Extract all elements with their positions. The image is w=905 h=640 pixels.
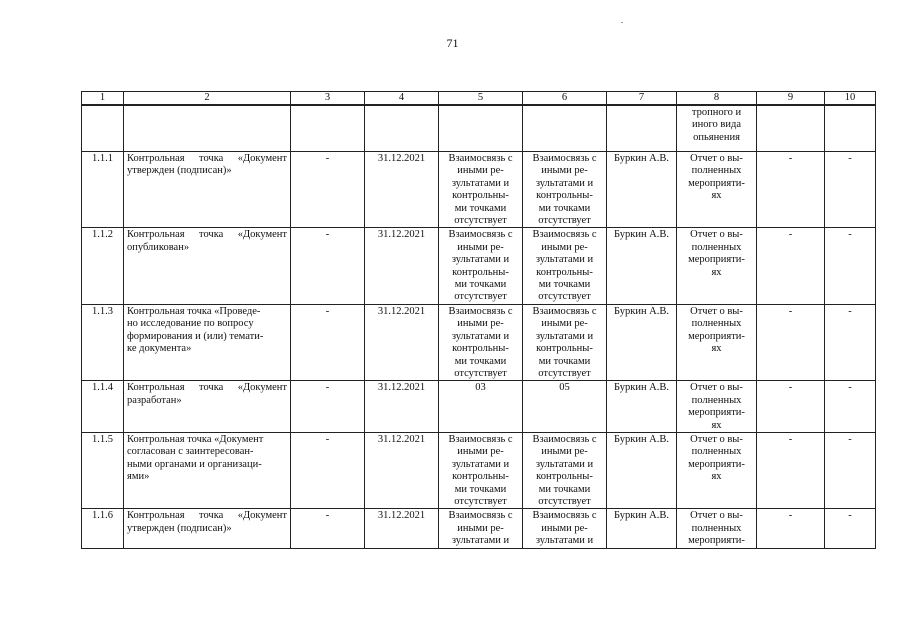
column-header: 5: [439, 92, 523, 106]
col9-value: -: [757, 509, 825, 549]
control-point-name: Контрольная точка «Проведе- но исследование по вопросу формирования и (или) темати- ке документа»: [124, 304, 291, 380]
report-type: Отчет о вы- полненных мероприяти-: [677, 509, 757, 549]
row-number: 1.1.6: [82, 509, 124, 549]
row-number: 1.1.4: [82, 381, 124, 433]
due-date: 31.12.2021: [365, 432, 439, 508]
col6-value: Взаимосвязь с иными ре- зультатами и контрольны- ми точками отсутствует: [523, 228, 607, 304]
report-type: Отчет о вы- полненных мероприяти- ях: [677, 304, 757, 380]
table-row: [82, 509, 876, 549]
responsible-person: Буркин А.В.: [607, 304, 677, 380]
table-row: [82, 432, 876, 508]
col9-value: -: [757, 304, 825, 380]
table-row: [82, 152, 876, 228]
col3-value: -: [291, 432, 365, 508]
column-header: 1: [82, 92, 124, 106]
report-type: Отчет о вы- полненных мероприяти- ях: [677, 432, 757, 508]
col3-value: -: [291, 381, 365, 433]
carryover-report-cell: тропного и иного вида опьянения: [677, 105, 757, 152]
col3-value: -: [291, 152, 365, 228]
page-number: 71: [446, 36, 459, 50]
col9-value: -: [757, 152, 825, 228]
col5-value: Взаимосвязь с иными ре- зультатами и контрольны- ми точками отсутствует: [439, 152, 523, 228]
column-header: 8: [677, 92, 757, 106]
carryover-row: [82, 105, 876, 152]
col9-value: -: [757, 432, 825, 508]
column-header: 7: [607, 92, 677, 106]
header-row: [82, 92, 876, 106]
col5-value: Взаимосвязь с иными ре- зультатами и: [439, 509, 523, 549]
column-header: 3: [291, 92, 365, 106]
col6-value: Взаимосвязь с иными ре- зультатами и: [523, 509, 607, 549]
column-header: 9: [757, 92, 825, 106]
col6-value: Взаимосвязь с иными ре- зультатами и контрольны- ми точками отсутствует: [523, 432, 607, 508]
col5-value: Взаимосвязь с иными ре- зультатами и контрольны- ми точками отсутствует: [439, 228, 523, 304]
control-point-name: Контрольная точка «Документ разработан»: [124, 381, 291, 433]
col10-value: -: [825, 228, 876, 304]
report-type: Отчет о вы- полненных мероприяти- ях: [677, 381, 757, 433]
scan-speck: [621, 22, 623, 23]
col3-value: -: [291, 509, 365, 549]
control-point-name: Контрольная точка «Документ утвержден (подписан)»: [124, 509, 291, 549]
report-type: Отчет о вы- полненных мероприяти- ях: [677, 228, 757, 304]
responsible-person: Буркин А.В.: [607, 152, 677, 228]
report-type: Отчет о вы- полненных мероприяти- ях: [677, 152, 757, 228]
col5-value: 03: [439, 381, 523, 433]
col10-value: -: [825, 152, 876, 228]
column-header: 2: [124, 92, 291, 106]
responsible-person: Буркин А.В.: [607, 381, 677, 433]
control-point-name: Контрольная точка «Документ утвержден (подписан)»: [124, 152, 291, 228]
due-date: 31.12.2021: [365, 228, 439, 304]
column-header: 4: [365, 92, 439, 106]
col3-value: -: [291, 304, 365, 380]
col5-value: Взаимосвязь с иными ре- зультатами и контрольны- ми точками отсутствует: [439, 304, 523, 380]
column-header: 6: [523, 92, 607, 106]
col9-value: -: [757, 228, 825, 304]
column-header: 10: [825, 92, 876, 106]
due-date: 31.12.2021: [365, 381, 439, 433]
control-points-table: [81, 91, 876, 549]
col5-value: Взаимосвязь с иными ре- зультатами и контрольны- ми точками отсутствует: [439, 432, 523, 508]
col6-value: Взаимосвязь с иными ре- зультатами и контрольны- ми точками отсутствует: [523, 304, 607, 380]
col3-value: -: [291, 228, 365, 304]
table-row: [82, 228, 876, 304]
due-date: 31.12.2021: [365, 509, 439, 549]
control-point-name: Контрольная точка «Документ согласован с заинтересован- ными органами и организаци- ями»: [124, 432, 291, 508]
col9-value: -: [757, 381, 825, 433]
col6-value: 05: [523, 381, 607, 433]
table-row: [82, 381, 876, 433]
col10-value: -: [825, 381, 876, 433]
col10-value: -: [825, 304, 876, 380]
col10-value: -: [825, 509, 876, 549]
control-point-name: Контрольная точка «Документ опубликован»: [124, 228, 291, 304]
col6-value: Взаимосвязь с иными ре- зультатами и контрольны- ми точками отсутствует: [523, 152, 607, 228]
row-number: 1.1.3: [82, 304, 124, 380]
responsible-person: Буркин А.В.: [607, 228, 677, 304]
row-number: 1.1.1: [82, 152, 124, 228]
due-date: 31.12.2021: [365, 152, 439, 228]
row-number: 1.1.5: [82, 432, 124, 508]
table-row: [82, 304, 876, 380]
col10-value: -: [825, 432, 876, 508]
responsible-person: Буркин А.В.: [607, 509, 677, 549]
due-date: 31.12.2021: [365, 304, 439, 380]
responsible-person: Буркин А.В.: [607, 432, 677, 508]
row-number: 1.1.2: [82, 228, 124, 304]
